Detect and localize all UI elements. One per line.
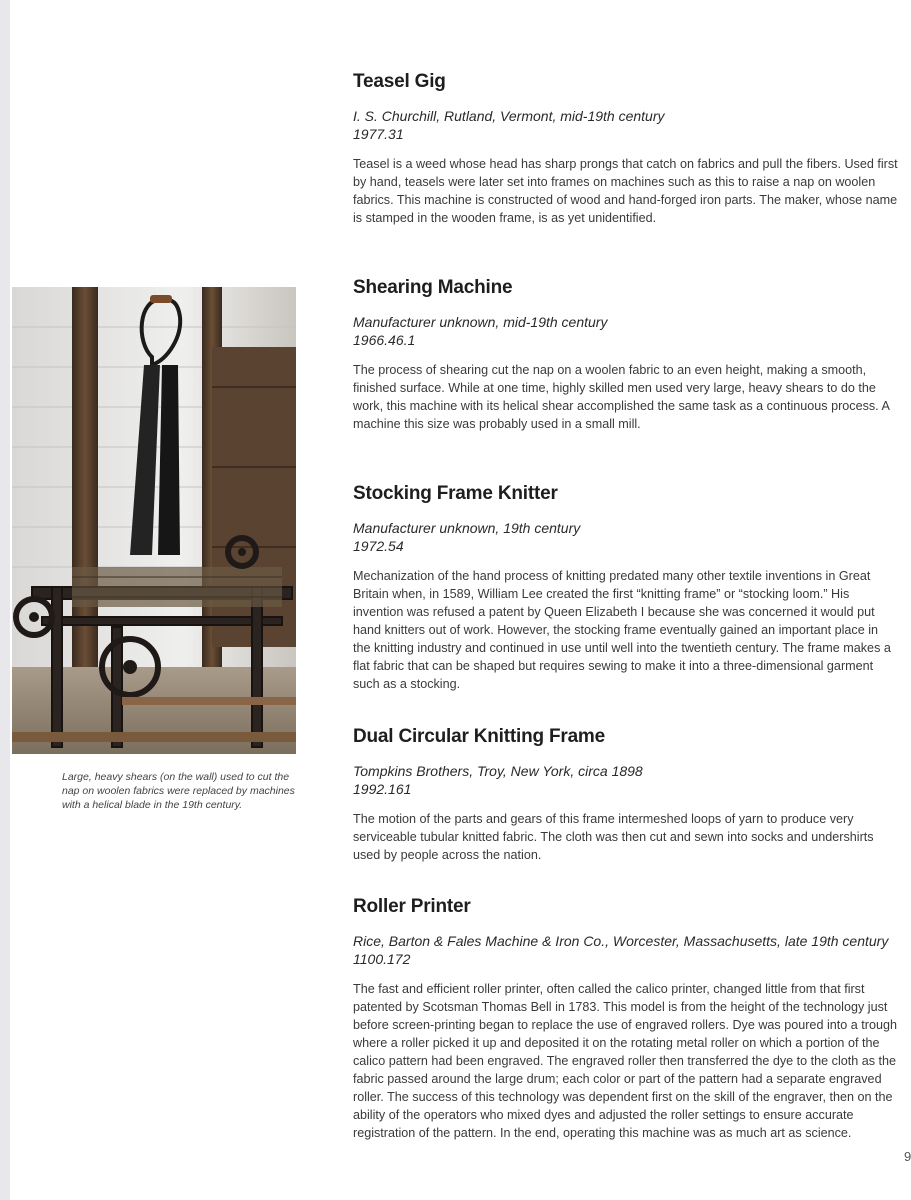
machine-illustration [12,287,296,754]
entry-shearing-machine [353,277,898,433]
entry-meta [353,762,898,798]
entry-description: The motion of the parts and gears of this frame intermeshed loops of yarn to produce very serviceable tubular knitted fabric. The cloth was then cut and sewn into socks and undershirts used by people across the nation. [353,812,874,862]
entry-meta [353,519,898,555]
entry-meta [353,313,898,349]
entry-accession: 1972.54 [353,538,404,554]
entry-maker: Manufacturer unknown, mid-19th century [353,314,608,330]
entry-description: Mechanization of the hand process of knitting predated many other textile inventions in Great Britain when, in 1589, William Lee created the first “knitting frame” or “stocking loom.” His invention was refused a patent by Queen Elizabeth I because she was concerned it would put hand knitters out of work. However, the stocking frame eventually gained an important place in the knitting industry and continued in use until well into the twentieth century. The frame makes a flat fabric that can be shaped but requires sewing to make it into a three-dimensional garment such as a stocking. [353,569,891,691]
entry-maker: Rice, Barton & Fales Machine & Iron Co., Worcester, Massachusetts, late 19th century [353,933,889,949]
entry-accession: 1100.172 [353,951,411,967]
page-number: 9 [904,1149,911,1164]
entry-maker: Tompkins Brothers, Troy, New York, circa 1898 [353,763,643,779]
entry-stocking-frame-knitter [353,483,898,693]
page-edge [0,0,10,1200]
entry-title: Teasel Gig [353,71,446,92]
entry-title: Shearing Machine [353,277,513,298]
entry-accession: 1992.161 [353,781,412,797]
entry-title: Stocking Frame Knitter [353,483,558,504]
entry-title: Dual Circular Knitting Frame [353,726,605,747]
entry-title: Roller Printer [353,896,471,917]
photo-caption: Large, heavy shears (on the wall) used to cut the nap on woolen fabrics were replaced by machines with a helical blade in the 19th century. [62,771,295,811]
entry-description: The process of shearing cut the nap on a woolen fabric to an even height, making a smooth, finished surface. While at one time, highly skilled men used very large, heavy shears to do the work, this machine with its helical shear accomplished the same task as a continuous process. A machine this size was probably used in a small mill. [353,363,890,431]
entry-meta [353,932,898,968]
entry-accession: 1977.31 [353,126,404,142]
entry-description: Teasel is a weed whose head has sharp prongs that catch on fabrics and pull the fibers. Used first by hand, teasels were later set into frames on machines such as this to raise a nap on woolen fabrics. This machine is constructed of wood and hand-forged iron parts. The maker, whose name is stamped in the wooden frame, is as yet unidentified. [353,157,898,225]
machine-photo [12,287,296,754]
entry-dual-circular-knitting-frame [353,726,898,864]
entry-description: The fast and efficient roller printer, often called the calico printer, changed little from that first patented by Scotsman Thomas Bell in 1783. This model is from the height of the technology just before screen-printing began to replace the use of engraved rollers. Dye was poured into a trough where a roller picked it up and deposited it on the rotating metal roller on which a portion of the calico pattern had been engraved. The engraved roller then transferred the dye to the cloth as the fabric passed around the large drum; each color or part of the pattern had a separate engraved roller. The success of this technology was dependent first on the skill of the engraver, then on the ability of the operators who mixed dyes and adjusted the roller settings to ensure accurate registration of the pattern. In the end, operating this machine was as much art as science. [353,982,897,1140]
entry-meta [353,107,898,143]
entry-accession: 1966.46.1 [353,332,416,348]
entry-maker: I. S. Churchill, Rutland, Vermont, mid-19th century [353,108,665,124]
entry-roller-printer [353,896,898,1142]
entry-teasel-gig [353,71,898,227]
entry-maker: Manufacturer unknown, 19th century [353,520,581,536]
